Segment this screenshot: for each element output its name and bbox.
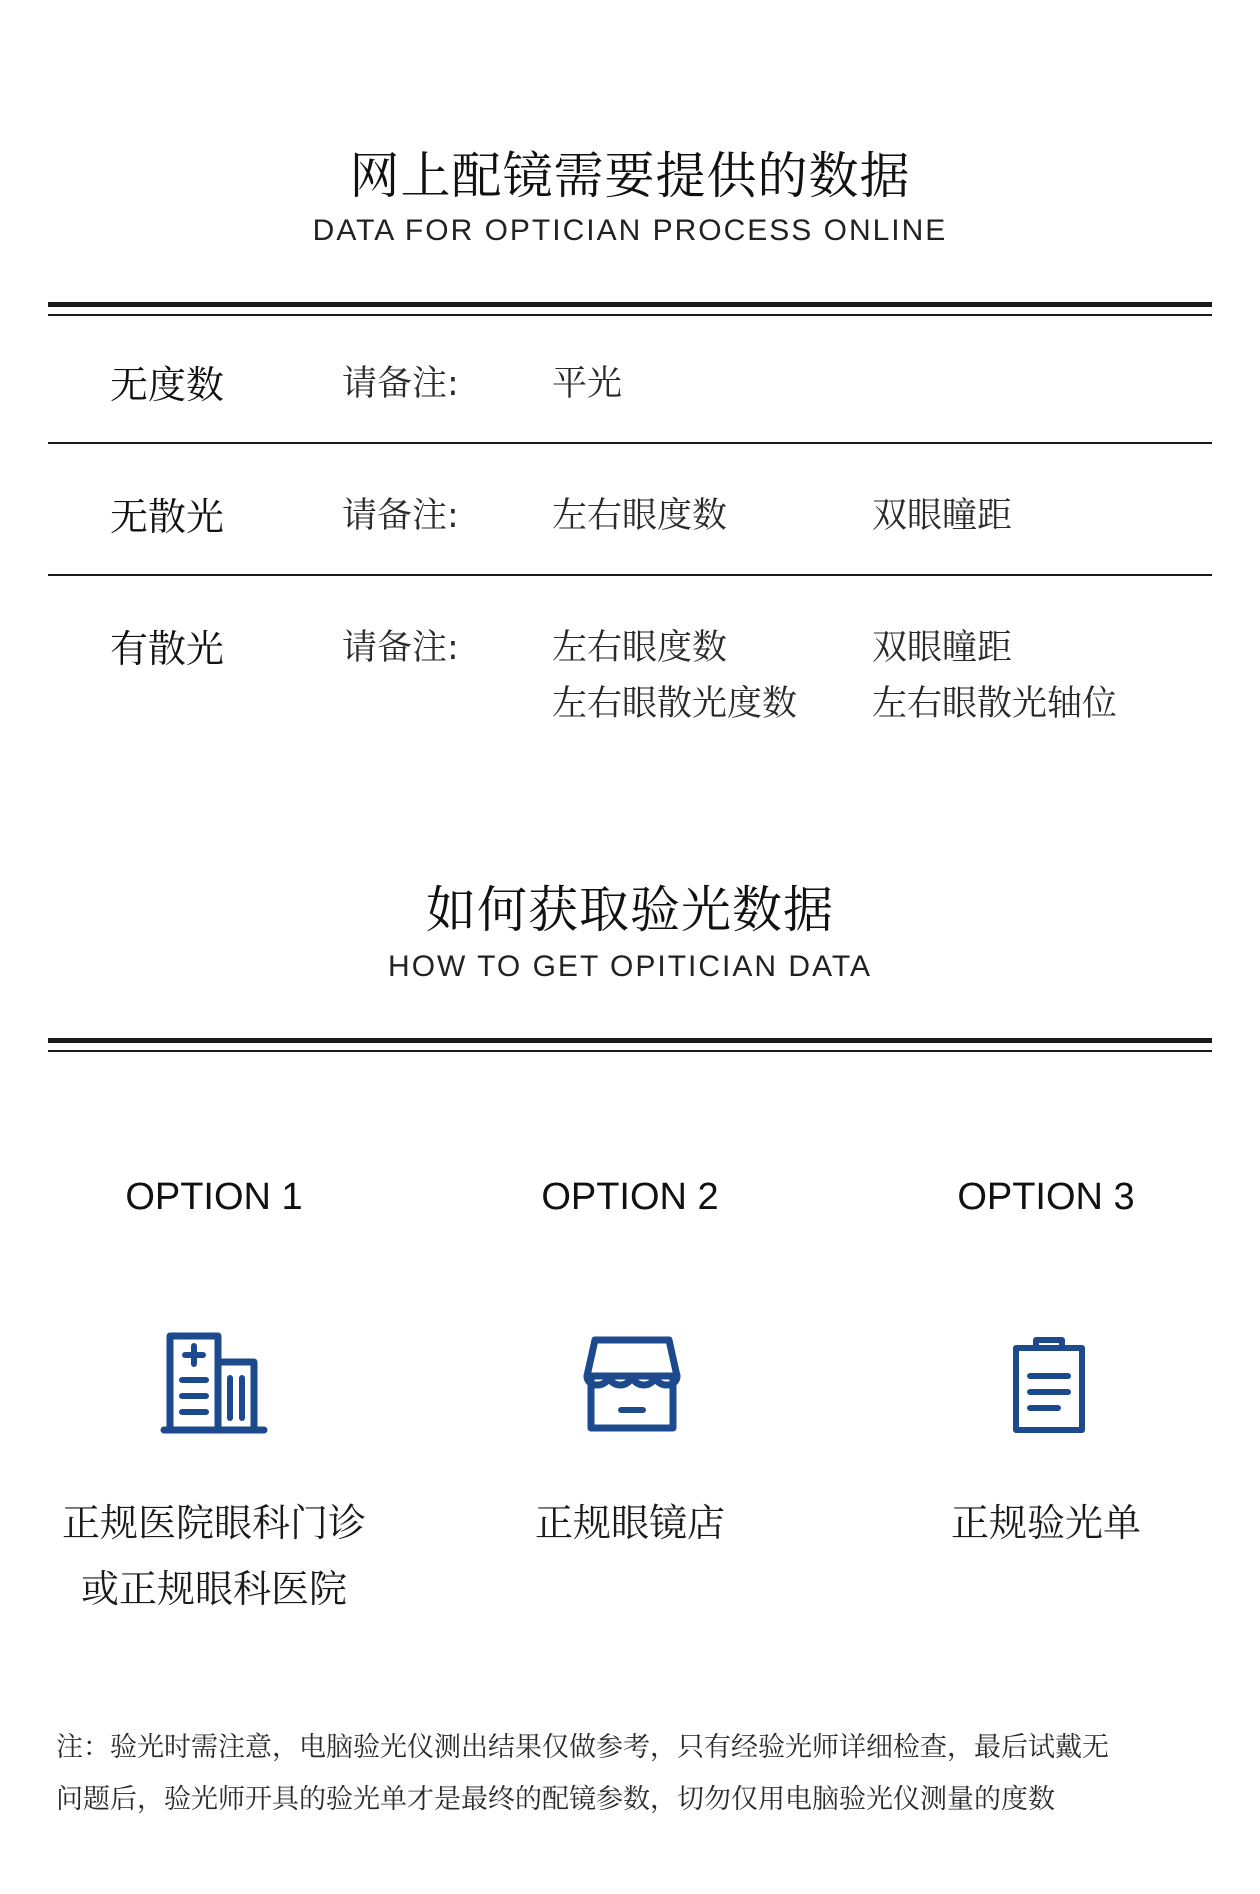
section-title-how: 如何获取验光数据 [426,881,834,939]
divider-double-bottom [48,314,1212,316]
option-1-desc [4,1490,424,1622]
option-2-title: OPTION 2 [541,1176,719,1218]
option-2-desc-line: 正规眼镜店 [534,1501,725,1545]
option-1-desc-line: 或正规眼科医院 [80,1567,347,1611]
option-1-desc-line: 正规医院眼科门诊 [61,1501,366,1545]
row-label-no-prescription: 无度数 [110,363,225,407]
option-2-desc [420,1490,840,1556]
row-value: 双眼瞳距 [872,628,1013,668]
row-value: 左右眼散光轴位 [872,684,1118,724]
divider-double-bottom [48,1050,1212,1052]
option-1-title: OPTION 1 [125,1176,303,1218]
row-value: 左右眼度数 [552,628,728,668]
section-subtitle-data: DATA FOR OPTICIAN PROCESS ONLINE [312,214,948,247]
row-label-astigmatism: 有散光 [110,627,225,671]
footer-note-line-1: 注：验光时需注意，电脑验光仪测出结果仅做参考，只有经验光师详细检查，最后试戴无 [56,1732,1109,1763]
divider-double-top [48,302,1212,307]
clipboard-icon [994,1330,1104,1440]
row-label-no-astigmatism: 无散光 [110,495,225,539]
option-3-title: OPTION 3 [957,1176,1135,1218]
row-divider [48,574,1212,576]
footer-note-line-2: 问题后，验光师开具的验光单才是最终的配镜参数，切勿仅用电脑验光仪测量的度数 [56,1784,1055,1815]
row-divider [48,442,1212,444]
store-icon [577,1330,687,1440]
row-note-label: 请备注: [342,364,459,404]
row-value: 左右眼度数 [552,496,728,536]
option-3-desc-line: 正规验光单 [950,1501,1141,1545]
divider-double-top [48,1038,1212,1043]
section-subtitle-how: HOW TO GET OPITICIAN DATA [388,950,872,983]
row-value: 平光 [552,364,623,404]
footer-note [56,1722,1206,1826]
row-note-label: 请备注: [342,496,459,536]
option-3-desc [836,1490,1256,1556]
row-note-label: 请备注: [342,628,459,668]
row-value: 双眼瞳距 [872,496,1013,536]
row-value: 左右眼散光度数 [552,684,798,724]
section-title-data: 网上配镜需要提供的数据 [349,147,911,205]
hospital-icon [160,1330,270,1440]
